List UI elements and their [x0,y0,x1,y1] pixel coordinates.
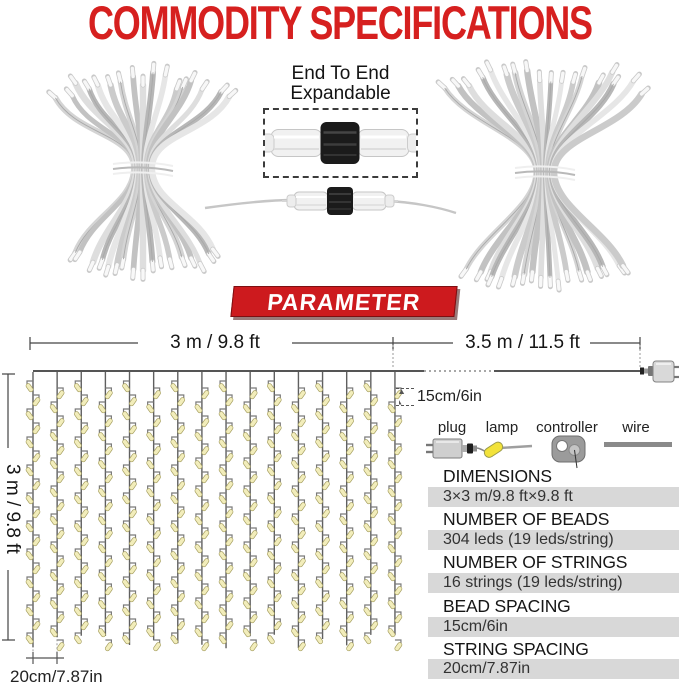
curtain-width-label: 3 m / 9.8 ft [138,332,292,354]
spec-value-bead-spacing: 15cm/6in [428,617,679,637]
connector-detail-image [265,110,416,176]
legend-label-plug: plug [437,419,467,436]
spec-label-string-spacing: STRING SPACING [443,639,589,659]
legend-label-wire: wire [622,419,650,436]
wire-icon [602,440,674,450]
spec-label-dimensions: DIMENSIONS [443,466,552,486]
parameter-banner-text: PARAMETER [266,288,422,315]
page-title [0,0,679,50]
spec-label-bead-spacing: BEAD SPACING [443,596,571,616]
legend-label-controller: controller [536,419,598,436]
expandable-note [263,64,418,104]
spec-value-number-of-strings: 16 strings (19 leds/string) [428,573,679,593]
controller-icon [550,433,590,469]
lamp-icon [482,438,534,462]
expandable-note-line2: Expandable [290,83,391,104]
lead-wire-length-label: 3.5 m / 11.5 ft [455,332,590,354]
spec-value-string-spacing: 20cm/7.87in [428,659,679,679]
spec-label-number-of-beads: NUMBER OF BEADS [443,509,610,529]
parameter-banner [230,286,457,317]
connector-detail-box [263,108,418,178]
legend-label-lamp: lamp [485,419,519,436]
spec-label-number-of-strings: NUMBER OF STRINGS [443,552,628,572]
expandable-note-line1: End To End [291,63,390,84]
curtain-height-label: 3 m / 9.8 ft [0,448,23,570]
spec-value-number-of-beads: 304 leds (19 leds/string) [428,530,679,550]
bead-spacing-callout: 15cm/6in [417,388,482,405]
page-title-text: COMMODITY SPECIFICATIONS [87,0,592,50]
string-spacing-callout: 20cm/7.87in [10,667,103,686]
spec-value-dimensions: 3×3 m/9.8 ft×9.8 ft [428,487,679,507]
